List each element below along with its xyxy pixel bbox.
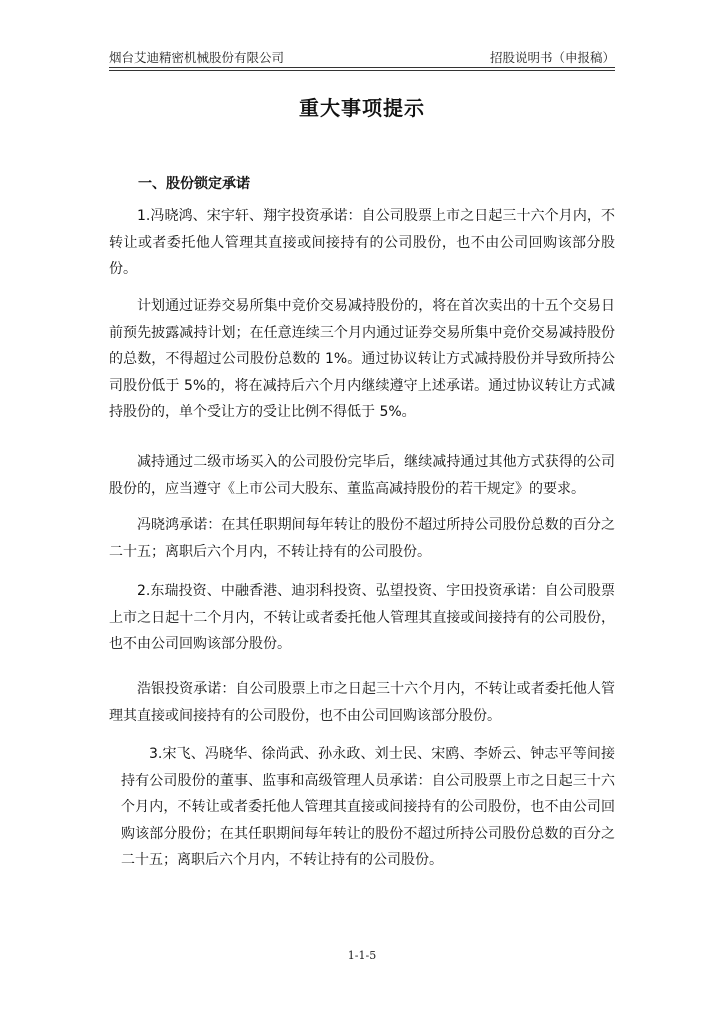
paragraph-4: 冯晓鸿承诺：在其任职期间每年转让的股份不超过所持公司股份总数的百分之二十五；离职后六个月内，不转让持有的公司股份。 xyxy=(109,517,615,560)
section-heading: 一、股份锁定承诺 xyxy=(138,176,250,192)
paragraph-1: 1.冯晓鸿、宋宇轩、翔宇投资承诺：自公司股票上市之日起三十六个月内，不转让或者委托他人管理其直接或间接持有的公司股份，也不由公司回购该部分股份。 xyxy=(109,208,615,277)
paragraph-3: 减持通过二级市场买入的公司股份完毕后，继续减持通过其他方式获得的公司股份的，应当遵守《上市公司大股东、董监高减持股份的若干规定》的要求。 xyxy=(109,454,615,497)
paragraph-6: 浩银投资承诺：自公司股票上市之日起三十六个月内，不转让或者委托他人管理其直接或间接持有的公司股份，也不由公司回购该部分股份。 xyxy=(109,681,615,724)
header-document-type: 招股说明书（申报稿） xyxy=(489,50,615,65)
paragraph-2: 计划通过证券交易所集中竞价交易减持股份的，将在首次卖出的十五个交易日前预先披露减持计划；在任意连续三个月内通过证券交易所集中竞价交易减持股份的总数，不得超过公司股份总数的 1%。通过协议转让方式减持股份并导致所持公司股份低于 5%的，将在减持后六个月内继续遵守上述承诺。通过协议转让方式减持股份的，单个受让方的受让比例不得低于 5%。 xyxy=(109,298,615,420)
page-number: 1-1-5 xyxy=(347,949,377,962)
header-company-name: 烟台艾迪精密机械股份有限公司 xyxy=(109,50,285,65)
page-title: 重大事项提示 xyxy=(299,96,425,120)
page-header xyxy=(109,48,615,68)
header-rule-top xyxy=(109,67,615,68)
header-rule-bottom xyxy=(109,70,615,71)
paragraph-7: 3.宋飞、冯晓华、徐尚武、孙永政、刘士民、宋鸥、李娇云、钟志平等间接持有公司股份的董事、监事和高级管理人员承诺：自公司股票上市之日起三十六个月内，不转让或者委托他人管理其直接或间接持有的公司股份，也不由公司回购该部分股份；在其任职期间每年转让的股份不超过所持公司股份总数的百分之二十五；离职后六个月内，不转让持有的公司股份。 xyxy=(121,746,615,868)
paragraph-5: 2.东瑞投资、中融香港、迪羽科投资、弘望投资、宇田投资承诺：自公司股票上市之日起十二个月内，不转让或者委托他人管理其直接或间接持有的公司股份，也不由公司回购该部分股份。 xyxy=(109,583,615,652)
